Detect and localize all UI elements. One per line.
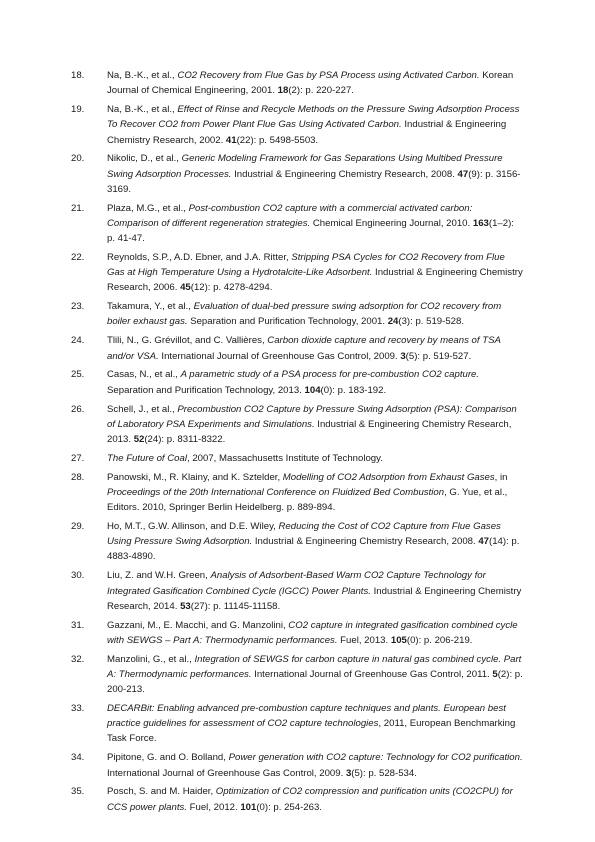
reference-source: Separation and Purification Technology, 2001. <box>187 316 388 328</box>
reference-entry <box>0 250 595 296</box>
reference-proceedings-title: Proceedings of the 20th International Conference on Fluidized Bed Combustion <box>107 486 445 498</box>
reference-title: Generic Modeling Framework for Gas Separations Using Multibed Pressure Swing Adsorption Processes. <box>107 153 503 180</box>
reference-volume: 41 <box>225 134 237 146</box>
reference-text <box>107 568 523 614</box>
reference-source: International Journal of Greenhouse Gas Control, 2009. <box>107 767 346 779</box>
reference-entry <box>0 367 595 397</box>
reference-pages: (14): p. 4883-4890. <box>107 536 520 563</box>
reference-authors: Reynolds, S.P., A.D. Ebner, and J.A. Ritter, <box>107 251 292 263</box>
reference-authors: Pipitone, G. and O. Bolland, <box>107 752 229 764</box>
reference-text <box>107 652 523 698</box>
reference-list <box>0 68 595 819</box>
reference-source: International Journal of Greenhouse Gas Control, 2009. <box>158 350 401 362</box>
reference-pages: (0): p. 183-192. <box>320 384 387 396</box>
reference-volume: 3 <box>345 767 352 779</box>
reference-volume: 53 <box>180 600 191 612</box>
reference-volume: 47 <box>478 536 489 548</box>
reference-volume: 52 <box>133 433 145 445</box>
reference-pages: (1–2): p. 41-47. <box>107 217 514 245</box>
reference-number: 33. <box>71 703 85 715</box>
reference-text <box>107 750 523 780</box>
reference-entry <box>0 402 595 448</box>
reference-source: Fuel, 2012. <box>186 801 241 813</box>
reference-text <box>107 151 523 197</box>
reference-text <box>107 299 523 329</box>
reference-pages: (5): p. 519-527. <box>405 350 472 362</box>
reference-volume: 105 <box>390 634 407 646</box>
reference-title: Effect of Rinse and Recycle Methods on the Pressure Swing Adsorption Process To Recover CO2 from Power Plant Flue Gas Using Activated Carbon. <box>107 104 520 131</box>
reference-entry <box>0 102 595 148</box>
reference-source: Chemical Engineering Journal, 2010. <box>310 217 473 229</box>
reference-volume: 104 <box>304 384 321 396</box>
reference-entry <box>0 568 595 614</box>
reference-text <box>107 784 523 814</box>
reference-entry <box>0 652 595 698</box>
reference-title: A parametric study of a PSA process for pre-combustion CO2 capture. <box>180 369 480 381</box>
reference-title: Stripping PSA Cycles for CO2 Recovery from Flue Gas at High Temperature Using a Hydrotalcite-Like Adsorbent. <box>107 251 505 279</box>
reference-source: Industrial & Engineering Chemistry Research, 2006. <box>107 267 523 294</box>
reference-authors: Casas, N., et al., <box>107 369 181 381</box>
reference-entry <box>0 451 595 466</box>
reference-text <box>107 470 523 516</box>
reference-pages: (27): p. 11145-11158. <box>190 600 281 612</box>
reference-number: 32. <box>71 653 85 665</box>
reference-authors: Na, B.-K., et al., <box>107 104 178 116</box>
reference-number: 34. <box>71 752 85 764</box>
reference-text <box>107 519 523 565</box>
reference-number: 30. <box>71 570 85 582</box>
reference-entry <box>0 151 595 197</box>
reference-number: 29. <box>71 521 85 533</box>
reference-volume: 24 <box>387 316 399 328</box>
reference-number: 28. <box>71 471 85 483</box>
reference-authors: Ho, M.T., G.W. Allinson, and D.E. Wiley, <box>107 521 279 533</box>
reference-number: 27. <box>71 452 85 464</box>
reference-authors: Gazzani, M., E. Macchi, and G. Manzolini, <box>107 619 289 631</box>
reference-source: Industrial & Engineering Chemistry Research, 2008. <box>252 536 479 548</box>
reference-entry <box>0 750 595 780</box>
reference-volume: 163 <box>472 217 489 229</box>
reference-entry <box>0 299 595 329</box>
reference-pages: (0): p. 254-263. <box>256 801 322 813</box>
reference-source: Industrial & Engineering Chemistry Research, 2013. <box>107 418 512 445</box>
reference-pages: (9): p. 3156-3169. <box>107 168 521 195</box>
reference-entry <box>0 784 595 814</box>
reference-pages: (12): p. 4278-4294. <box>190 282 273 294</box>
reference-title: Post-combustion CO2 capture with a commercial activated carbon: Comparison of different regeneration strategies. <box>107 202 473 229</box>
reference-pages: (5): p. 528-534. <box>351 767 417 779</box>
reference-title: The Future of Coal <box>107 452 187 464</box>
reference-volume: 5 <box>492 668 498 680</box>
reference-number: 23. <box>71 301 85 313</box>
reference-source: Industrial & Engineering Chemistry Research, 2014. <box>107 585 522 612</box>
reference-text <box>107 701 523 747</box>
reference-source: International Journal of Greenhouse Gas Control, 2011. <box>251 668 493 680</box>
reference-number: 24. <box>71 335 85 347</box>
reference-title: Integration of SEWGS for carbon capture in natural gas combined cycle. Part A: Thermodynamic performances. <box>107 653 522 680</box>
reference-volume: 47 <box>457 168 469 180</box>
reference-authors: Nikolic, D., et al., <box>107 153 182 165</box>
reference-authors: Na, B.-K., et al., <box>107 70 178 81</box>
reference-text <box>107 402 523 448</box>
reference-text <box>107 68 523 98</box>
reference-text <box>107 333 523 363</box>
reference-volume: 101 <box>240 801 257 813</box>
reference-title: Power generation with CO2 capture: Technology for CO2 purification. <box>228 752 523 764</box>
reference-title: Analysis of Adsorbent-Based Warm CO2 Capture Technology for Integrated Gasification Combined Cycle (IGCC) Power Plants. <box>107 570 486 597</box>
reference-number: 25. <box>71 369 85 381</box>
reference-authors: Plaza, M.G., et al., <box>107 202 189 214</box>
reference-entry <box>0 68 595 98</box>
reference-number: 18. <box>71 70 85 81</box>
reference-entry <box>0 201 595 247</box>
reference-title: Optimization of CO2 compression and purification units (CO2CPU) for CCS power plants. <box>107 786 513 813</box>
reference-title: Carbon dioxide capture and recovery by means of TSA and/or VSA. <box>107 335 501 362</box>
reference-text <box>107 250 523 296</box>
reference-source: Industrial & Engineering Chemistry Research, 2008. <box>231 168 458 180</box>
reference-source: Separation and Purification Technology, 2013. <box>107 384 305 396</box>
reference-authors: Schell, J., et al., <box>107 403 178 415</box>
reference-title: DECARBit: Enabling advanced pre-combustion capture techniques and plants. European best practice guidelines for assessment of CO2 capture technologies <box>107 703 506 730</box>
reference-text <box>107 201 523 247</box>
reference-number: 21. <box>71 202 85 214</box>
reference-source: Fuel, 2013. <box>337 634 391 646</box>
reference-number: 19. <box>71 104 85 116</box>
reference-proceedings-source: , G. Yue, et al., Editors. 2010, Springer Berlin Heidelberg. p. 889-894. <box>107 486 508 514</box>
reference-authors: Liu, Z. and W.H. Green, <box>107 570 211 582</box>
reference-title: Modelling of CO2 Adsorption from Exhaust Gases <box>282 471 495 483</box>
reference-volume: 45 <box>180 282 191 294</box>
reference-source: , in <box>494 471 508 483</box>
reference-source: Korean Journal of Chemical Engineering, 2001. <box>107 70 514 97</box>
reference-title: CO2 capture in integrated gasification combined cycle with SEWGS – Part A: Thermodynamic performances. <box>107 619 518 646</box>
reference-entry <box>0 618 595 648</box>
reference-entry <box>0 470 595 516</box>
reference-text <box>107 618 523 648</box>
reference-text <box>107 367 523 397</box>
reference-pages: (3): p. 519-528. <box>398 316 464 328</box>
reference-number: 31. <box>71 619 85 631</box>
reference-pages: (2): p. 220-227. <box>288 85 354 97</box>
reference-authors: Posch, S. and M. Haider, <box>107 786 216 798</box>
reference-title: Precombustion CO2 Capture by Pressure Swing Adsorption (PSA): Comparison of Laboratory PSA Experiments and Simulations. <box>107 403 517 430</box>
reference-title: Reducing the Cost of CO2 Capture from Flue Gases Using Pressure Swing Adsorption. <box>107 521 501 548</box>
reference-entry <box>0 701 595 747</box>
reference-title: Evaluation of dual-bed pressure swing adsorption for CO2 recovery from boiler exhaust gas. <box>107 301 502 328</box>
reference-text <box>107 102 523 148</box>
reference-authors: Tlili, N., G. Grévillot, and C. Vallières, <box>107 335 268 347</box>
reference-source: Industrial & Engineering Chemistry Research, 2002. <box>107 119 507 146</box>
reference-entry <box>0 333 595 363</box>
reference-volume: 18 <box>277 85 289 97</box>
reference-pages: (22): p. 5498-5503. <box>236 134 319 146</box>
reference-source: , 2007, Massachusetts Institute of Technology. <box>187 452 383 464</box>
reference-source: , 2011, European Benchmarking Task Force. <box>107 718 516 745</box>
reference-number: 22. <box>71 251 85 263</box>
reference-authors: Panowski, M., R. Klainy, and K. Sztelder, <box>107 471 283 483</box>
reference-pages: (2): p. 200-213. <box>107 668 523 696</box>
reference-volume: 3 <box>400 350 406 362</box>
reference-pages: (0): p. 206-219. <box>406 634 473 646</box>
reference-authors: Manzolini, G., et al., <box>107 653 195 665</box>
reference-entry <box>0 519 595 565</box>
reference-authors: Takamura, Y., et al., <box>107 301 194 313</box>
reference-number: 26. <box>71 403 85 415</box>
reference-text <box>107 451 523 466</box>
reference-title: CO2 Recovery from Flue Gas by PSA Process using Activated Carbon. <box>177 70 480 81</box>
reference-pages: (24): p. 8311-8322. <box>144 433 226 445</box>
reference-number: 20. <box>71 153 85 165</box>
reference-number: 35. <box>71 786 85 798</box>
